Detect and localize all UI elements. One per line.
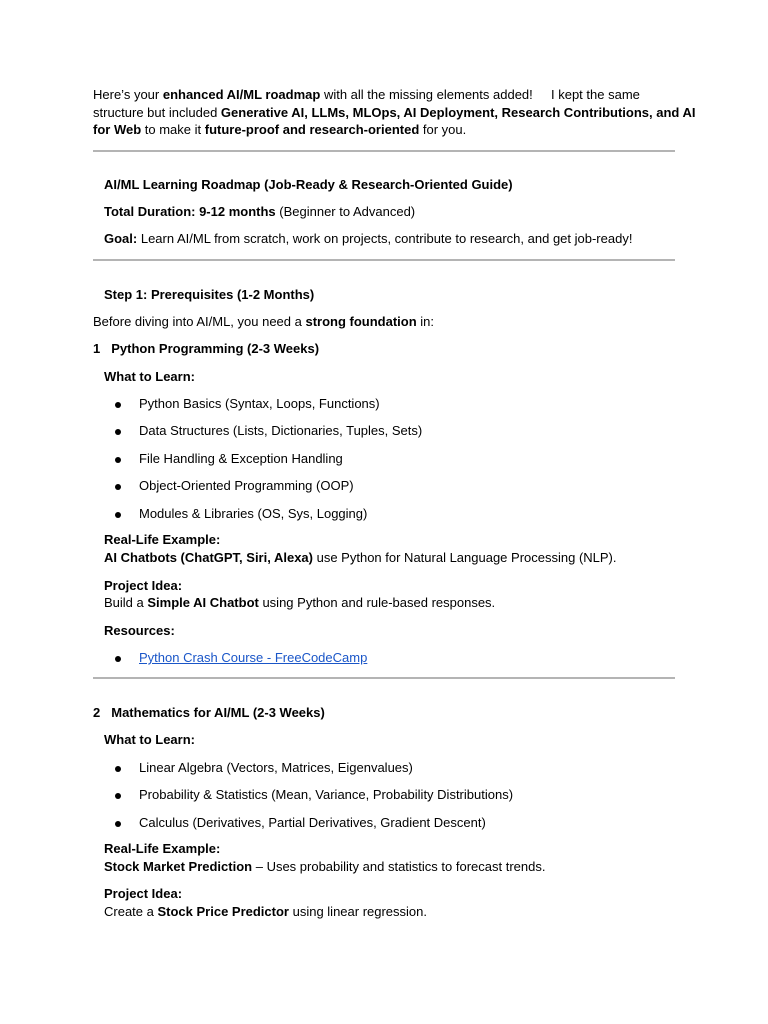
math-example-text: Stock Market Prediction – Uses probability and statistics to forecast trends. [104, 859, 546, 874]
math-heading: 2 Mathematics for AI/ML (2-3 Weeks) [93, 705, 325, 720]
intro-line-3: for Web to make it future-proof and research-oriented for you. [93, 122, 467, 137]
python-learn-label: What to Learn: [104, 369, 195, 384]
roadmap-title: AI/ML Learning Roadmap (Job-Ready & Research-Oriented Guide) [104, 177, 513, 192]
python-project-label: Project Idea: [104, 578, 183, 593]
bullet-dot [115, 656, 121, 662]
python-resources-label: Resources: [104, 623, 175, 638]
math-project-text: Create a Stock Price Predictor using linear regression. [104, 904, 428, 919]
step1-heading: Step 1: Prerequisites (1-2 Months) [104, 287, 315, 302]
step1-intro: Before diving into AI/ML, you need a strong foundation in: [93, 314, 435, 329]
list-item: Probability & Statistics (Mean, Variance, Probability Distributions) [139, 787, 514, 802]
bullet-dot [115, 429, 121, 435]
python-example-label: Real-Life Example: [104, 532, 221, 547]
resource-link-python-crash-course[interactable]: Python Crash Course - FreeCodeCamp [139, 650, 368, 665]
intro-line-1: Here’s your enhanced AI/ML roadmap with all the missing elements added! I kept the same [93, 87, 640, 102]
horizontal-rule [93, 677, 675, 679]
roadmap-goal: Goal: Learn AI/ML from scratch, work on projects, contribute to research, and get job-ready! [104, 231, 633, 246]
list-item: Object-Oriented Programming (OOP) [139, 478, 354, 493]
list-item: Python Basics (Syntax, Loops, Functions) [139, 396, 380, 411]
bullet-dot [115, 766, 121, 772]
horizontal-rule [93, 150, 675, 152]
bullet-dot [115, 821, 121, 827]
python-heading: 1 Python Programming (2-3 Weeks) [93, 341, 320, 356]
list-item: File Handling & Exception Handling [139, 451, 343, 466]
list-item: Modules & Libraries (OS, Sys, Logging) [139, 506, 368, 521]
python-project-text: Build a Simple AI Chatbot using Python and rule-based responses. [104, 595, 496, 610]
bullet-dot [115, 402, 121, 408]
bullet-dot [115, 484, 121, 490]
list-item: Data Structures (Lists, Dictionaries, Tuples, Sets) [139, 423, 423, 438]
math-example-label: Real-Life Example: [104, 841, 221, 856]
roadmap-duration: Total Duration: 9-12 months (Beginner to Advanced) [104, 204, 416, 219]
horizontal-rule [93, 259, 675, 261]
intro-line-2: structure but included Generative AI, LLMs, MLOps, AI Deployment, Research Contributions, and AI [93, 105, 696, 120]
bullet-dot [115, 457, 121, 463]
list-item [139, 649, 367, 667]
list-item: Calculus (Derivatives, Partial Derivatives, Gradient Descent) [139, 815, 486, 830]
bullet-dot [115, 512, 121, 518]
math-learn-label: What to Learn: [104, 732, 195, 747]
python-example-text: AI Chatbots (ChatGPT, Siri, Alexa) use Python for Natural Language Processing (NLP). [104, 550, 617, 565]
list-item: Linear Algebra (Vectors, Matrices, Eigenvalues) [139, 760, 413, 775]
bullet-dot [115, 793, 121, 799]
math-project-label: Project Idea: [104, 886, 183, 901]
